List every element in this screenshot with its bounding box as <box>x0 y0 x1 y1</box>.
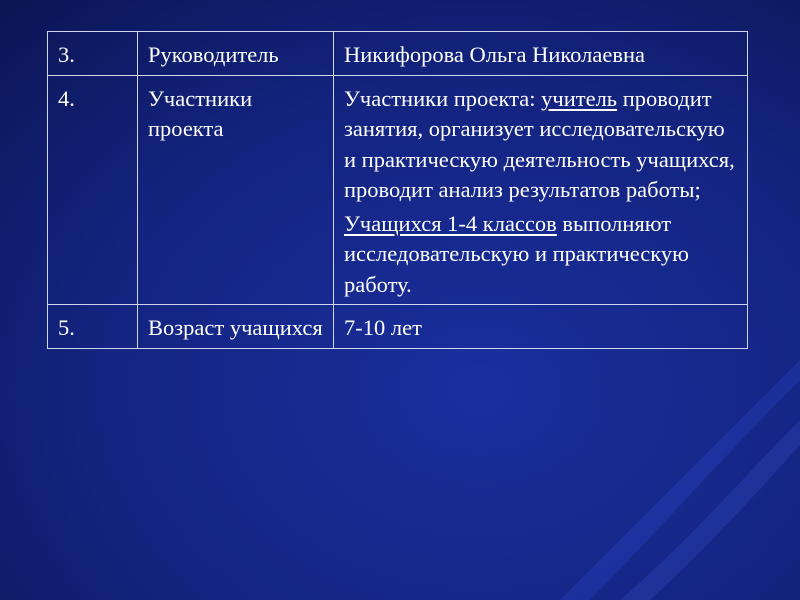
participants-paragraph-1 <box>344 84 739 206</box>
row-value: 7-10 лет <box>334 305 748 349</box>
table-row <box>48 32 748 76</box>
participants-paragraph-2 <box>344 209 739 301</box>
project-info-table <box>47 31 748 349</box>
teacher-description: проводит занятия, организует исследовательскую и практическую деятельность учащихся, проводит анализ результатов работы; <box>344 85 735 202</box>
students-description: выполняют исследовательскую и практическую работу. <box>344 210 689 297</box>
participants-prefix: Участники проекта: <box>344 85 542 111</box>
students-underlined: Учащихся 1-4 классов <box>344 210 557 236</box>
row-value <box>334 75 748 305</box>
row-label: Возраст учащихся <box>138 305 334 349</box>
row-number: 4. <box>48 75 138 305</box>
row-label: Руководитель <box>138 32 334 76</box>
row-number: 3. <box>48 32 138 76</box>
row-value: Никифорова Ольга Николаевна <box>334 32 748 76</box>
row-label: Участники проекта <box>138 75 334 305</box>
row-number: 5. <box>48 305 138 349</box>
teacher-underlined: учитель <box>541 85 618 111</box>
table-row <box>48 305 748 349</box>
table-row <box>48 75 748 305</box>
